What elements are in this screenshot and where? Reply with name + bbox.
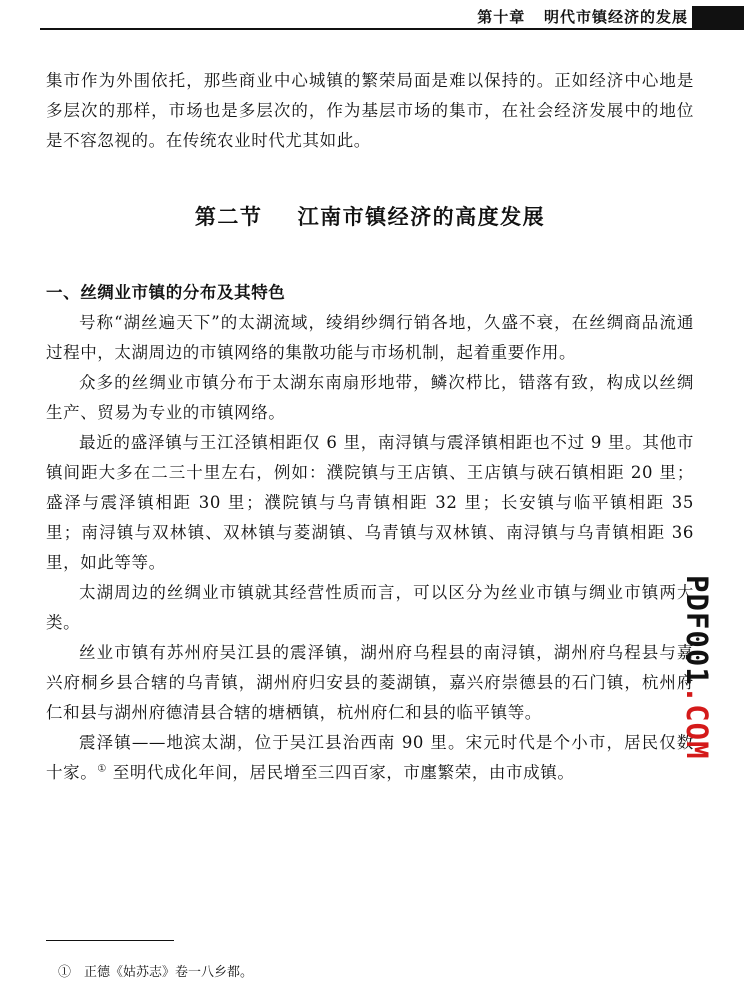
header-chapter: 第十章 — [477, 8, 526, 26]
watermark — [680, 575, 734, 815]
section-title-text: 江南市镇经济的高度发展 — [297, 205, 546, 229]
header-rule — [40, 28, 744, 30]
paragraph-6 — [46, 728, 694, 788]
page-body — [46, 66, 694, 788]
footnote-marker: ① — [97, 763, 107, 775]
paragraph-1: 号称“湖丝遍天下”的太湖流域，绫绢纱绸行销各地，久盛不衰，在丝绸商品流通过程中，太湖周边的市镇网络的集散功能与市场机制，起着重要作用。 — [46, 313, 694, 362]
section-title — [46, 202, 694, 232]
running-header — [0, 0, 750, 30]
paragraph-5: 丝业市镇有苏州府吴江县的震泽镇，湖州府乌程县的南浔镇，湖州府乌程县与嘉兴府桐乡县合辖的乌青镇，湖州府归安县的菱湖镇，嘉兴府崇德县的石门镇，杭州府仁和县与湖州府德清县合辖的塘栖镇，杭州府仁和县的临平镇等。 — [46, 643, 694, 722]
footnote-rule — [46, 940, 174, 941]
intro-paragraph: 集市作为外围依托，那些商业中心城镇的繁荣局面是难以保持的。正如经济中心地是多层次的那样，市场也是多层次的，作为基层市场的集市，在社会经济发展中的地位是不容忽视的。在传统农业时代尤其如此。 — [46, 71, 694, 150]
watermark-text — [680, 575, 714, 760]
header-text — [477, 6, 688, 27]
section-number: 第二节 — [194, 205, 263, 229]
paragraph-6-start: 震泽镇——地滨太湖，位于吴江县治西南 90 里。宋元时代是个小市，居民仅数十家。 — [46, 733, 694, 782]
paragraph-6-end: 至明代成化年间，居民增至三四百家，市廛繁荣，由市成镇。 — [106, 763, 575, 782]
paragraph-3: 最近的盛泽镇与王江泾镇相距仅 6 里，南浔镇与震泽镇相距也不过 9 里。其他市镇间距大多在二三十里左右，例如：濮院镇与王店镇、王店镇与硖石镇相距 20 里；盛泽与震泽镇相距 30 里；濮院镇与乌青镇相距 32 里；长安镇与临平镇相距 35 里；南浔镇与双林镇、双林镇与菱湖镇、乌青镇与双林镇、南浔镇与乌青镇相距 36 里，如此等等。 — [46, 433, 694, 572]
paragraph-2: 众多的丝绸业市镇分布于太湖东南扇形地带，鳞次栉比，错落有致，构成以丝绸生产、贸易为专业的市镇网络。 — [46, 373, 694, 422]
watermark-part1: PDF001 — [680, 575, 714, 686]
watermark-part2: .COM — [680, 685, 714, 760]
header-title: 明代市镇经济的发展 — [543, 8, 688, 26]
header-black-tab — [692, 6, 744, 28]
paragraph-4: 太湖周边的丝绸业市镇就其经营性质而言，可以区分为丝业市镇与绸业市镇两大类。 — [46, 583, 694, 632]
footnote: ① 正德《姑苏志》卷一八乡都。 — [58, 965, 254, 980]
subsection-heading: 一、丝绸业市镇的分布及其特色 — [46, 283, 286, 302]
